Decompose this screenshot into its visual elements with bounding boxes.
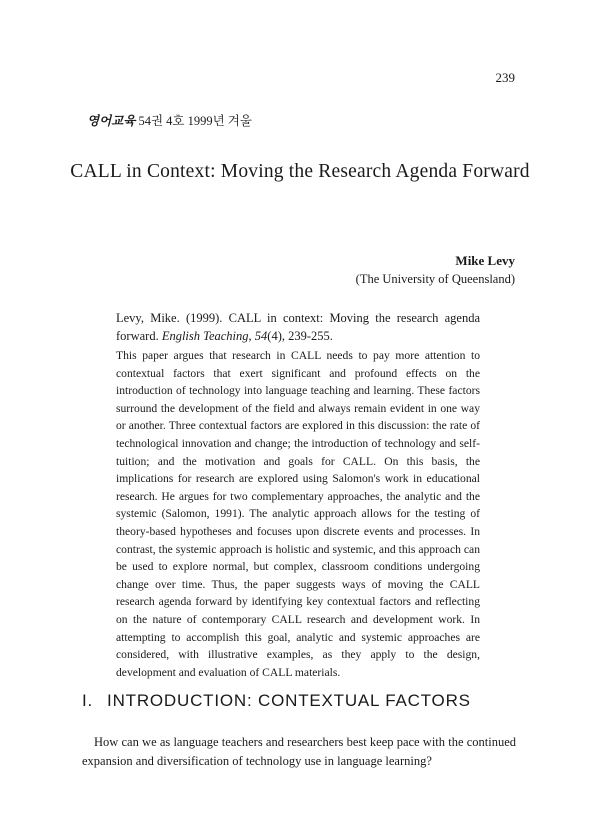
section-heading (82, 691, 471, 711)
citation-suffix: (4), 239-255. (267, 328, 333, 343)
journal-name: 영어교육 (87, 114, 136, 128)
author-name: Mike Levy (455, 253, 515, 268)
body-paragraph: How can we as language teachers and researchers best keep pace with the continued expansion and diversification of technology use in language learning? (82, 735, 516, 768)
citation-journal: English Teaching, 54 (161, 328, 268, 343)
abstract: This paper argues that research in CALL needs to pay more attention to contextual factors that exert significant and profound effects on the introduction of technology into language teaching and learning. These factors surround the development of the field and always remain evident in one way or another. Three contextual factors are explored in this discussion: the rate of technological innovation and change; the introduction of technology and self-tuition; and the motivation and goals for CALL. On this basis, the implications for research are explored using Salomon's work in educational research. He argues for two complementary approaches, the analytic and the systemic (Salomon, 1991). The analytic approach allows for the testing of theory-based hypotheses and focuses upon discrete events and processes. In contrast, the systemic approach is holistic and systemic, and this approach can be used to explore normal, but complex, classroom conditions undergoing change over time. Thus, the paper suggests ways of moving the CALL research agenda forward by identifying key contextual factors and reflecting on the nature of contemporary CALL research and development work. In attempting to accomplish this goal, analytic and systemic approaches are considered, with illustrative examples, as they apply to the design, development and evaluation of CALL materials. (116, 349, 480, 679)
journal-issue: 54권 4호 1999년 겨울 (138, 114, 252, 128)
author-affiliation: (The University of Queensland) (355, 272, 515, 286)
paper-title: CALL in Context: Moving the Research Agenda Forward (70, 161, 530, 182)
section-title: INTRODUCTION: CONTEXTUAL FACTORS (107, 691, 471, 710)
section-number: I. (82, 691, 94, 710)
journal-header (87, 111, 252, 129)
page-number: 239 (495, 70, 515, 85)
citation-prefix: Levy, Mike. (1999). CALL in context: Moving the research agenda forward. (116, 311, 480, 343)
citation (116, 310, 480, 345)
